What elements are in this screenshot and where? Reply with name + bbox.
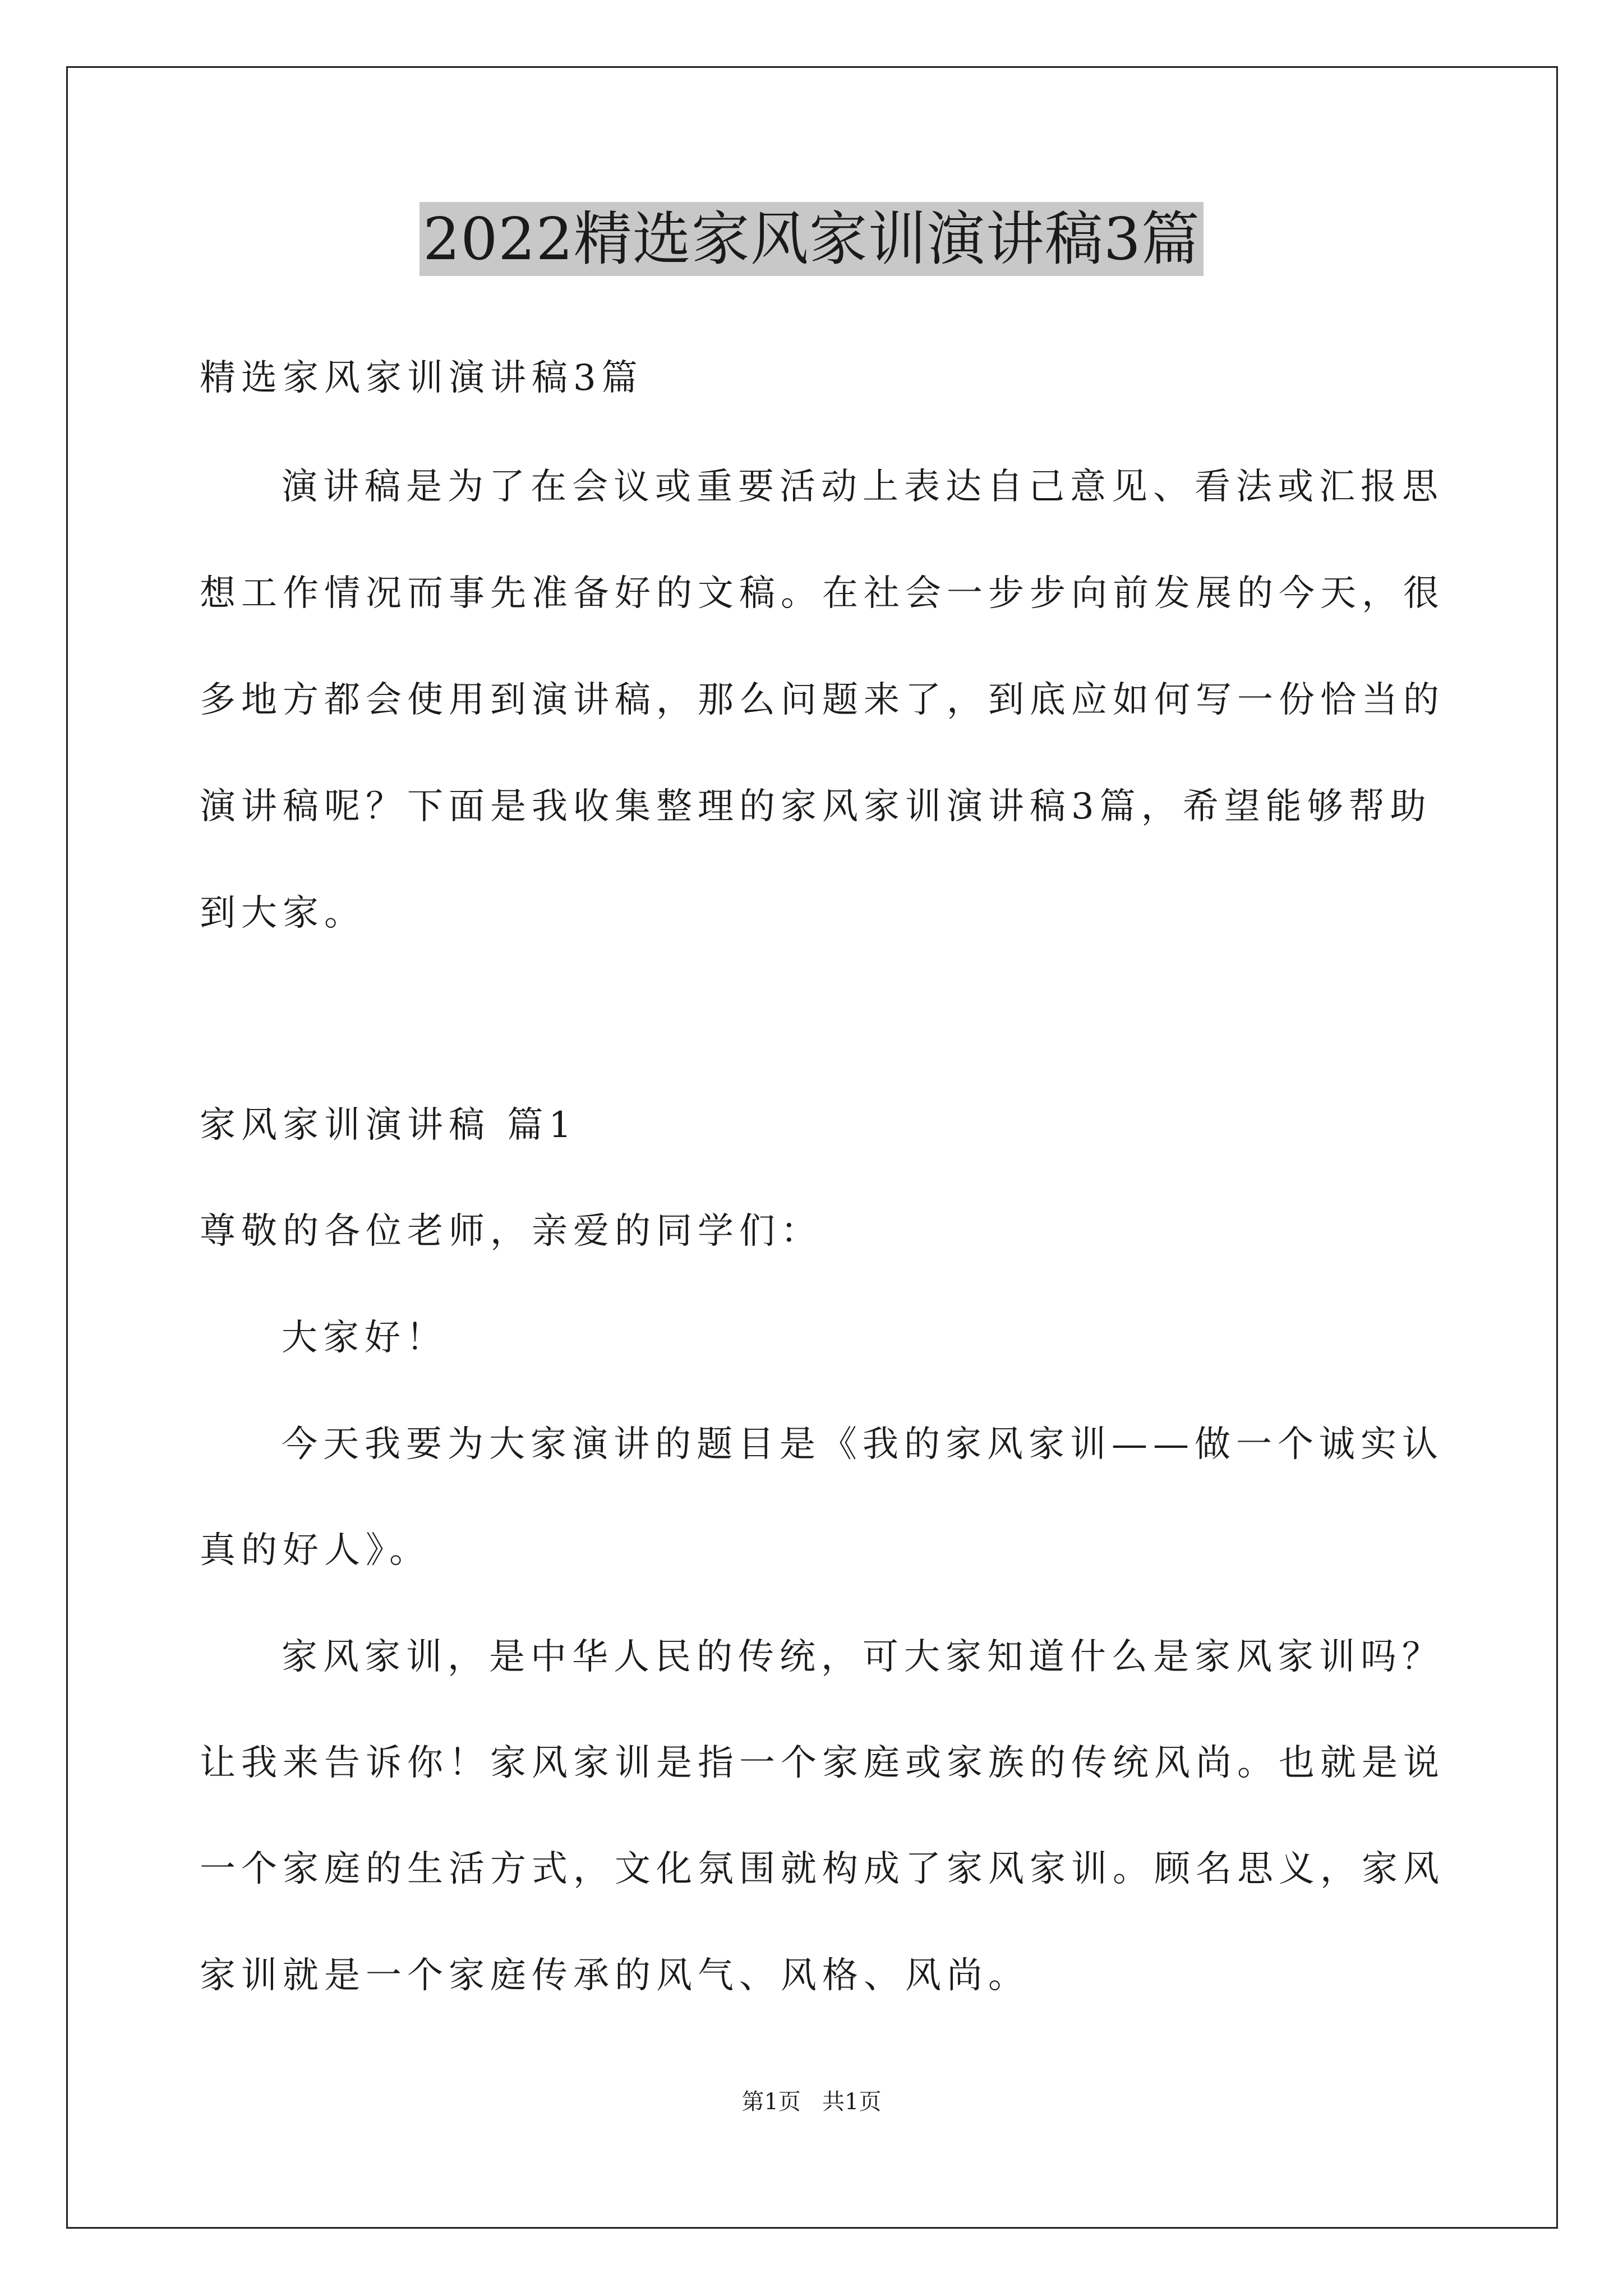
intro-line: 演讲稿呢？下面是我收集整理的家风家训演讲稿3篇，希望能够帮助 xyxy=(200,786,1432,827)
salutation: 尊敬的各位老师，亲爱的同学们： xyxy=(200,1211,822,1252)
intro-line: 想工作情况而事先准备好的文稿。在社会一步步向前发展的今天，很 xyxy=(200,573,1445,614)
document-title: 2022精选家风家训演讲稿3篇 xyxy=(419,202,1204,276)
paragraph-line: 家风家训，是中华人民的传统，可大家知道什么是家风家训吗？ xyxy=(282,1636,1444,1678)
paragraph-line: 一个家庭的生活方式，文化氛围就构成了家风家训。顾名思义，家风 xyxy=(200,1848,1445,1890)
paragraph-line: 今天我要为大家演讲的题目是《我的家风家训——做一个诚实认 xyxy=(282,1424,1444,1465)
document-subtitle: 精选家风家训演讲稿3篇 xyxy=(200,357,643,399)
paragraph-line: 家训就是一个家庭传承的风气、风格、风尚。 xyxy=(200,1955,1030,1996)
section-heading: 家风家训演讲稿 篇1 xyxy=(200,1105,578,1146)
intro-line: 到大家。 xyxy=(200,892,366,934)
paragraph-line: 真的好人》。 xyxy=(200,1530,431,1571)
page-number-footer: 第1页 共1页 xyxy=(741,2089,882,2115)
greeting: 大家好！ xyxy=(282,1317,448,1359)
intro-line: 多地方都会使用到演讲稿，那么问题来了，到底应如何写一份恰当的 xyxy=(200,679,1445,721)
title-container xyxy=(0,202,1623,276)
intro-line: 演讲稿是为了在会议或重要活动上表达自己意见、看法或汇报思 xyxy=(282,466,1444,508)
paragraph-line: 让我来告诉你！家风家训是指一个家庭或家族的传统风尚。也就是说 xyxy=(200,1742,1445,1784)
